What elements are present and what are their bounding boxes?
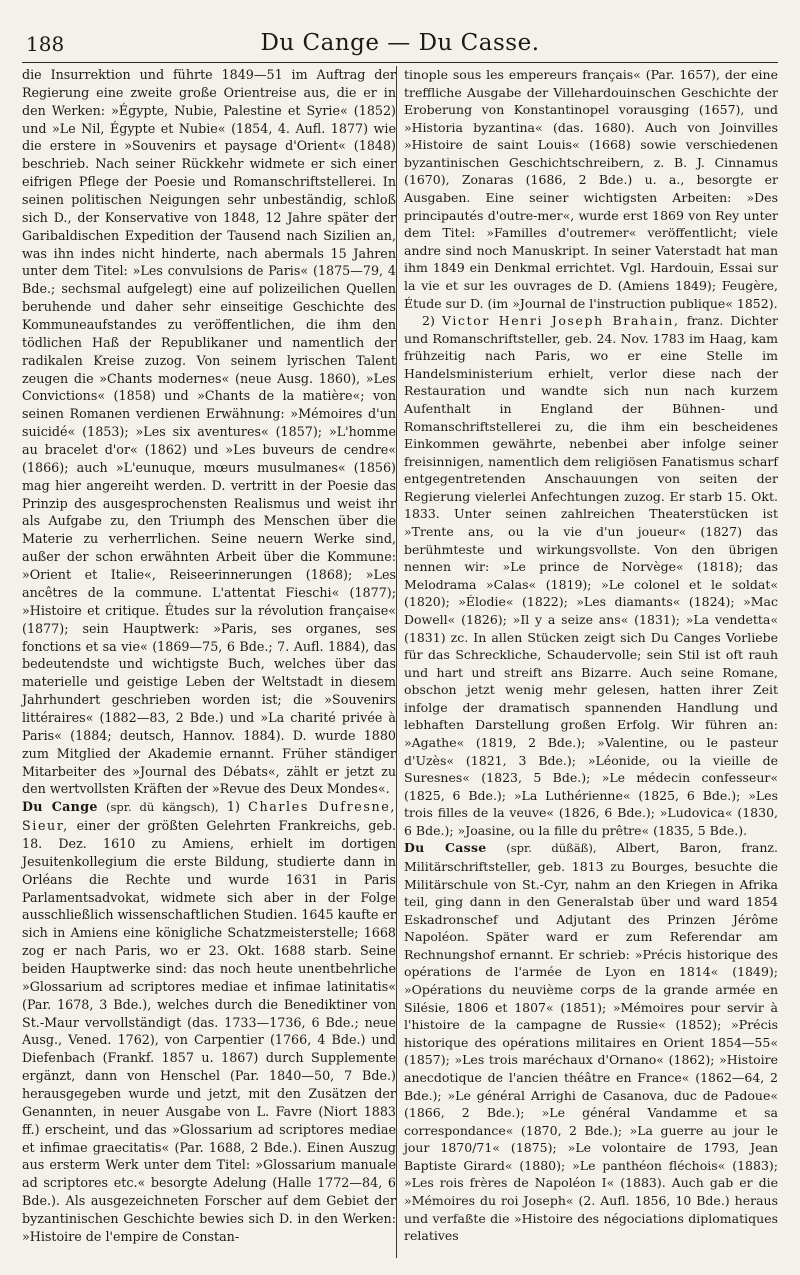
right-column	[404, 66, 778, 1258]
page-header	[22, 28, 778, 63]
entry-text: franz. Militärschriftsteller, geb. 1813 zu Bourges, besuchte die Militärschule von St.-Cyr, nahm an den Kriegen in Afrika teil, ging dann in den Generalstab über und ward 1854 Eskadronschef und Adjutant des Prinzen Jérôme Napoléon. Später ward er zum Referendar am Rechnungshof ernannt. Er schrieb: »Précis historique des opérations de l'armée de Lyon en 1814« (1849); »Opérations du neuvième corps de la grande armée en Silésie, 1806 et 1807« (1851); »Mémoires pour servir à l'histoire de la campagne de Russie« (1852); »Précis historique des opérations militaires en Orient 1854—55« (1857); »Les trois maréchaux d'Ornano« (1862); »Histoire anecdotique de l'ancien théâtre en France« (1862—64, 2 Bde.); »Le général Arrighi de Casanova, duc de Padoue« (1866, 2 Bde.); »Le général Vandamme et sa correspondance« (1870, 2 Bde.); »La guerre au jour le jour 1870/71« (1875); »Le volontaire de 1793, Jean Baptiste Girard« (1880); »Le panthéon fléchois« (1883); »Les rois frères de Napoléon I« (1883). Auch gab er die »Mémoires du roi Joseph« (2. Aufl. 1856, 10 Bde.) heraus und verfaßte die »Histoire des négociations diplomatiques relatives	[404, 840, 778, 1244]
entry-text: einer der größten Gelehrten Frankreichs, geb. 18. Dez. 1610 zu Amiens, erhielt im dortigen Jesuitenkollegium die erste Bildung, studierte dann in Orléans die Rechte und wurde 1631 in Paris Parlamentsadvokat, widmete sich aber in der Folge ausschließlich wissenschaftlichen Studien. 1645 kaufte er sich in Amiens eine königliche Schatzmeisterstelle; 1668 zog er nach Paris, wo er 23. Okt. 1688 starb. Seine beiden Hauptwerke sind: das noch heute unentbehrliche »Glossarium ad scriptores mediae et infimae latinitatis« (Par. 1678, 3 Bde.), welches durch die Benediktiner von St.-Maur vervollständigt (das. 1733—1736, 6 Bde.; neue Ausg., Vened. 1762), von Carpentier (1766, 4 Bde.) und Diefenbach (Frankf. 1857 u. 1867) durch Supplemente ergänzt, dann von Henschel (Par. 1840—50, 7 Bde.) herausgegeben wurde und jetzt, mit den Zusätzen der Genannten, in neuer Ausgabe von L. Favre (Niort 1883 ff.) erscheint, und das »Glossarium ad scriptores mediae et infimae graecitatis« (Par. 1688, 2 Bde.). Einen Auszug aus ersterm Werk unter dem Titel: »Glossarium manuale ad scriptores etc.« besorgte Adelung (Halle 1772—84, 6 Bde.). Als ausgezeichneten Forscher auf dem Gebiet der byzantinischen Geschichte bewies sich D. in den Werken: »Histoire de l'empire de Constan-	[22, 818, 396, 1244]
entry-text: franz. Dichter und Romanschriftsteller, geb. 24. Nov. 1783 im Haag, kam frühzeitig nach Paris, wo er eine Stelle im Handelsministerium erhielt, verlor diese nach der Restauration und wandte sich nun nach kurzem Aufenthalt in England der Bühnen- und Romanschriftstellerei zu, die ihm ein bescheidenes Einkommen gewährte, nebenbei aber infolge seiner freisinnigen, namentlich dem religiösen Fanatismus scharf entgegentretenden Anschauungen von seiten der Regierung vielerlei Anfechtungen zuzog. Er starb 15. Okt. 1833. Unter seinen zahlreichen Theaterstücken ist »Trente ans, ou la vie d'un joueur« (1827) das berühmteste und wirkungsvollste. Von den übrigen nennen wir: »Le prince de Norvège« (1818); das Melodrama »Calas« (1819); »Le colonel et le soldat« (1820); »Élodie« (1822); »Les diamants« (1824); »Mac Dowell« (1826); »Il y a seize ans« (1831); »La vendetta« (1831) zc. In allen Stücken zeigt sich Du Canges Vorliebe für das Schreckliche, Schaudervolle; sein Stil ist oft rauh und hart und streift ans Bizarre. Auch seine Romane, obschon jetzt wenig mehr gelesen, hatten ihrer Zeit infolge der dramatisch spannenden Handlung und lebhaften Darstellung großen Erfolg. Wir führen an: »Agathe« (1819, 2 Bde.); »Valentine, ou le pasteur d'Uzès« (1821, 3 Bde.); »Léonide, ou la vieille de Suresnes« (1823, 5 Bde.); »Le médecin confesseur« (1825, 6 Bde.); »La Luthérienne« (1825, 6 Bde.); »Les trois filles de la veuve« (1826, 6 Bde.); »Ludovica« (1830, 6 Bde.); »Joasine, ou la fille du prêtre« (1835, 5 Bde.).	[404, 313, 779, 838]
pronunciation: (spr. dü kängsch),	[106, 800, 219, 815]
column-divider	[396, 66, 397, 1258]
entry-du-casse	[404, 839, 778, 1244]
page-number: 188	[26, 32, 65, 56]
sub-entry-number: 1)	[218, 799, 249, 815]
person-name: Albert, Baron,	[596, 840, 722, 856]
person-name: Charles Dufresne, Sieur,	[22, 799, 397, 834]
sub-entry-number: 2)	[422, 313, 443, 329]
entry-sub-2	[404, 312, 778, 839]
pronunciation: (spr. düßäß),	[506, 841, 597, 856]
lemma-headword: Du Cange	[22, 799, 98, 815]
entry-continuation: die Insurrektion und führte 1849—51 im Auftrag der Regierung eine zweite große Orientreise aus, die er in den Werken: »Égypte, Nubie, Palestine et Syrie« (1852) und »Le Nil, Égypte et Nubie« (1854, 4. Aufl. 1877) wie die erstere in »Souvenirs et paysage d'Orient« (1848) beschrieb. Nach seiner Rückkehr widmete er sich einer eifrigen Pflege der Poesie und Romanschriftstellerei. In seinen politischen Neigungen sehr unbeständig, schloß sich D., der Konservative von 1848, 12 Jahre später der Garibaldischen Expedition der Tausend nach Sizilien an, was ihn indes nicht hinderte, nach abermals 15 Jahren unter dem Titel: »Les convulsions de Paris« (1875—79, 4 Bde.; sechsmal aufgelegt) eine auf polizeilichen Quellen beruhende und daher sehr einseitige Geschichte des Kommuneaufstandes zu veröffentlichen, die ihm den tödlichen Haß der Republikaner und namentlich der radikalen Kreise zuzog. Von seinem lyrischen Talent zeugen die »Chants modernes« (neue Ausg. 1860), »Les Convictions« (1858) und »Chants de la matière«; von seinen Romanen verdienen Erwähnung: »Mémoires d'un suicidé« (1853); »Les six aventures« (1857); »L'homme au bracelet d'or« (1862) und »Les buveurs de cendre« (1866); auch »L'eunuque, mœurs musulmanes« (1856) mag hier angereiht werden. D. vertritt in der Poesie das Prinzip des ausgesprochensten Realismus und weist ihr als Aufgabe zu, den Triumph des Menschen über die Materie zu verherrlichen. Seine neuern Werke sind, außer der schon erwähnten Arbeit über die Kommune: »Orient et Italie«, Reiseerinnerungen (1868); »Les ancêtres de la commune. L'attentat Fieschi« (1877); »Histoire et critique. Études sur la révolution française« (1877); sein Hauptwerk: »Paris, ses organes, ses fonctions et sa vie« (1869—75, 6 Bde.; 7. Aufl. 1884), das bedeutendste und wichtigste Buch, welches über das materielle und geistige Leben der Weltstadt in diesem Jahrhundert geschrieben worden ist; die »Souvenirs littéraires« (1882—83, 2 Bde.) und »La charité privée à Paris« (1884; deutsch, Hannov. 1884). D. wurde 1880 zum Mitglied der Akademie ernannt. Früher ständiger Mitarbeiter des »Journal des Débats«, zählt er jetzt zu den wertvollsten Kräften der »Revue des Deux Mondes«.	[22, 67, 396, 797]
person-name: Victor Henri Joseph Brahain,	[442, 313, 680, 329]
entry-du-cange	[22, 798, 396, 1245]
entry-continuation: tinople sous les empereurs français« (Par. 1657), der eine treffliche Ausgabe der Villehardouinschen Geschichte der Eroberung von Konstantinopel vorausging (1657), und »Historia byzantina« (das. 1680). Auch von Joinvilles »Histoire de saint Louis« (1668) sowie verschiedenen byzantinischen Geschichtschreibern, z. B. J. Cinnamus (1670), Zonaras (1686, 2 Bde.) u. a., besorgte er Ausgaben. Eine seiner wichtigsten Arbeiten: »Des principautés d'outre-mer«, wurde erst 1869 von Rey unter dem Titel: »Familles d'outremer« veröffentlicht; viele andre sind noch Manuskript. In seiner Vaterstadt hat man ihm 1849 ein Denkmal errichtet. Vgl. Hardouin, Essai sur la vie et sur les ouvrages de D. (Amiens 1849); Feugère, Étude sur D. (im »Journal de l'instruction publique« 1852).	[404, 67, 778, 311]
left-column	[22, 66, 396, 1258]
running-head: Du Cange — Du Casse.	[260, 30, 540, 56]
lemma-headword: Du Casse	[404, 840, 487, 856]
